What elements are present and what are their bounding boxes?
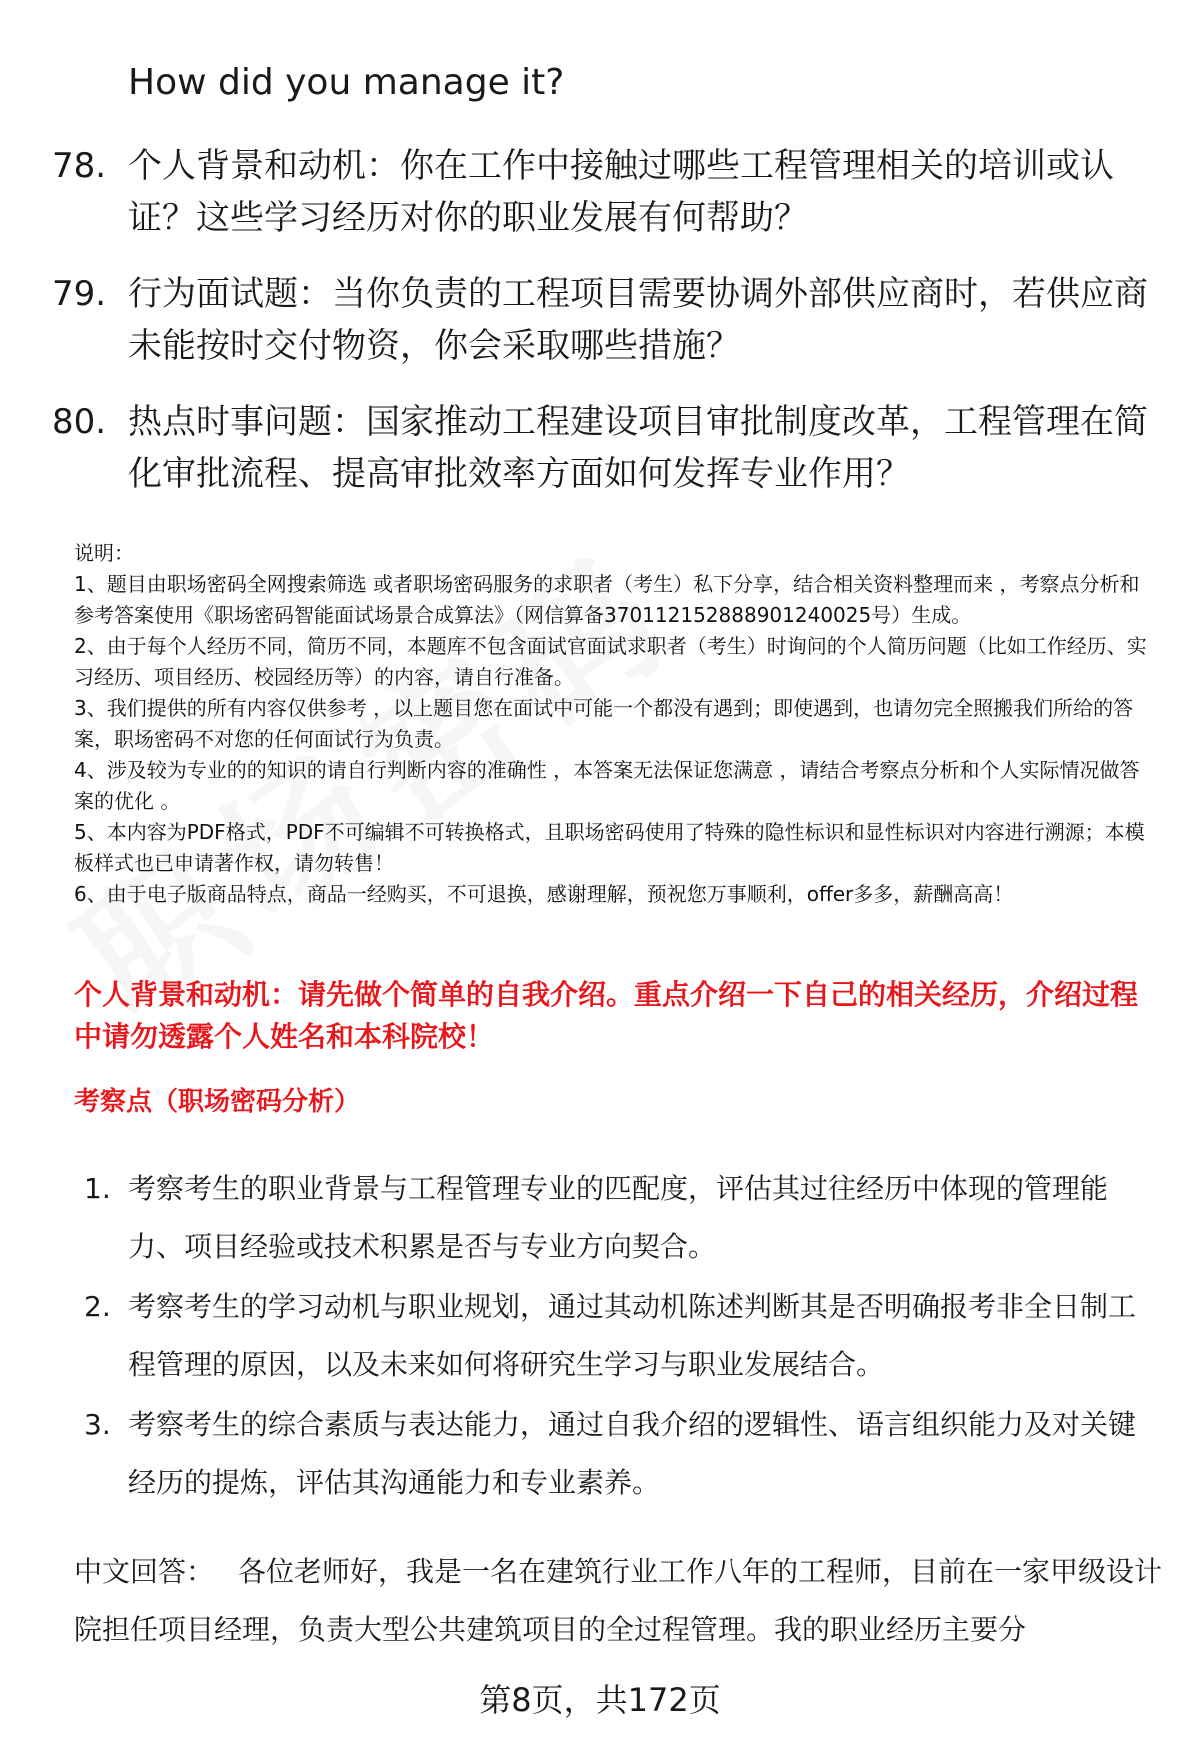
section-title: 考察点（职场密码分析） (74, 1087, 361, 1117)
notes-title: 说明： (74, 541, 134, 565)
notes-block (74, 538, 1154, 910)
note-item: 2、由于每个人经历不同，简历不同，本题库不包含面试官面试求职者（考生）时询问的个人简历问题（比如工作经历、实习经历、项目经历、校园经历等）的内容，请自行准备。 (74, 634, 1147, 689)
point-number: 2. (84, 1290, 111, 1323)
answer-text: 各位老师好，我是一名在建筑行业工作八年的工程师，目前在一家甲级设计院担任项目经理，负责大型公共建筑项目的全过程管理。我的职业经历主要分 (74, 1555, 1163, 1646)
question-text: 热点时事问题：国家推动工程建设项目审批制度改革，工程管理在简化审批流程、提高审批效率方面如何发挥专业作用？ (128, 402, 1148, 494)
point-text: 考察考生的职业背景与工程管理专业的匹配度，评估其过往经历中体现的管理能力、项目经验或技术积累是否与专业方向契合。 (128, 1172, 1109, 1263)
assessment-point (84, 1160, 1144, 1276)
assessment-points-list (84, 1160, 1144, 1514)
note-item: 5、本内容为PDF格式，PDF不可编辑不可转换格式，且职场密码使用了特殊的隐性标识和显性标识对内容进行溯源；本模板样式也已申请著作权，请勿转售！ (74, 820, 1145, 875)
question-item (52, 396, 1152, 500)
answer-paragraph (74, 1543, 1164, 1659)
note-item: 3、我们提供的所有内容仅供参考 ，以上题目您在面试中可能一个都没有遇到；即使遇到，也请勿完全照搬我们所给的答案，职场密码不对您的任何面试行为负责。 (74, 696, 1134, 751)
question-item (52, 268, 1152, 372)
question-text: 行为面试题：当你负责的工程项目需要协调外部供应商时，若供应商未能按时交付物资，你会采取哪些措施？ (128, 274, 1148, 366)
point-text: 考察考生的综合素质与表达能力，通过自我介绍的逻辑性、语言组织能力及对关键经历的提炼，评估其沟通能力和专业素养。 (128, 1408, 1137, 1499)
note-item: 1、题目由职场密码全网搜索筛选 或者职场密码服务的求职者（考生）私下分享，结合相关资料整理而来 ，考察点分析和参考答案使用《职场密码智能面试场景合成算法》（网信算备370112152888901240025号）生成。 (74, 572, 1140, 627)
featured-question: 个人背景和动机：请先做个简单的自我介绍。重点介绍一下自己的相关经历，介绍过程中请勿透露个人姓名和本科院校！ (74, 978, 1139, 1053)
note-item: 4、涉及较为专业的的知识的请自行判断内容的准确性 ，本答案无法保证您满意 ，请结合考察点分析和个人实际情况做答案的优化 。 (74, 758, 1140, 813)
question-number: 80. (52, 402, 107, 442)
point-number: 3. (84, 1408, 111, 1441)
question-number: 78. (52, 146, 107, 186)
assessment-point (84, 1278, 1144, 1394)
point-number: 1. (84, 1172, 111, 1205)
point-text: 考察考生的学习动机与职业规划，通过其动机陈述判断其是否明确报考非全日制工程管理的原因，以及未来如何将研究生学习与职业发展结合。 (128, 1290, 1137, 1381)
question-item (52, 140, 1152, 244)
question-number: 79. (52, 274, 107, 314)
question-list (52, 140, 1152, 524)
page-number-footer: 第8页，共172页 (479, 1681, 721, 1719)
question-text: 个人背景和动机：你在工作中接触过哪些工程管理相关的培训或认证？这些学习经历对你的职业发展有何帮助？ (128, 146, 1114, 238)
note-item: 6、由于电子版商品特点，商品一经购买，不可退换，感谢理解，预祝您万事顺利，offer多多，薪酬高高！ (74, 882, 1014, 906)
assessment-point (84, 1396, 1144, 1512)
question-continuation: How did you manage it? (128, 62, 565, 103)
answer-label: 中文回答： (74, 1555, 215, 1588)
